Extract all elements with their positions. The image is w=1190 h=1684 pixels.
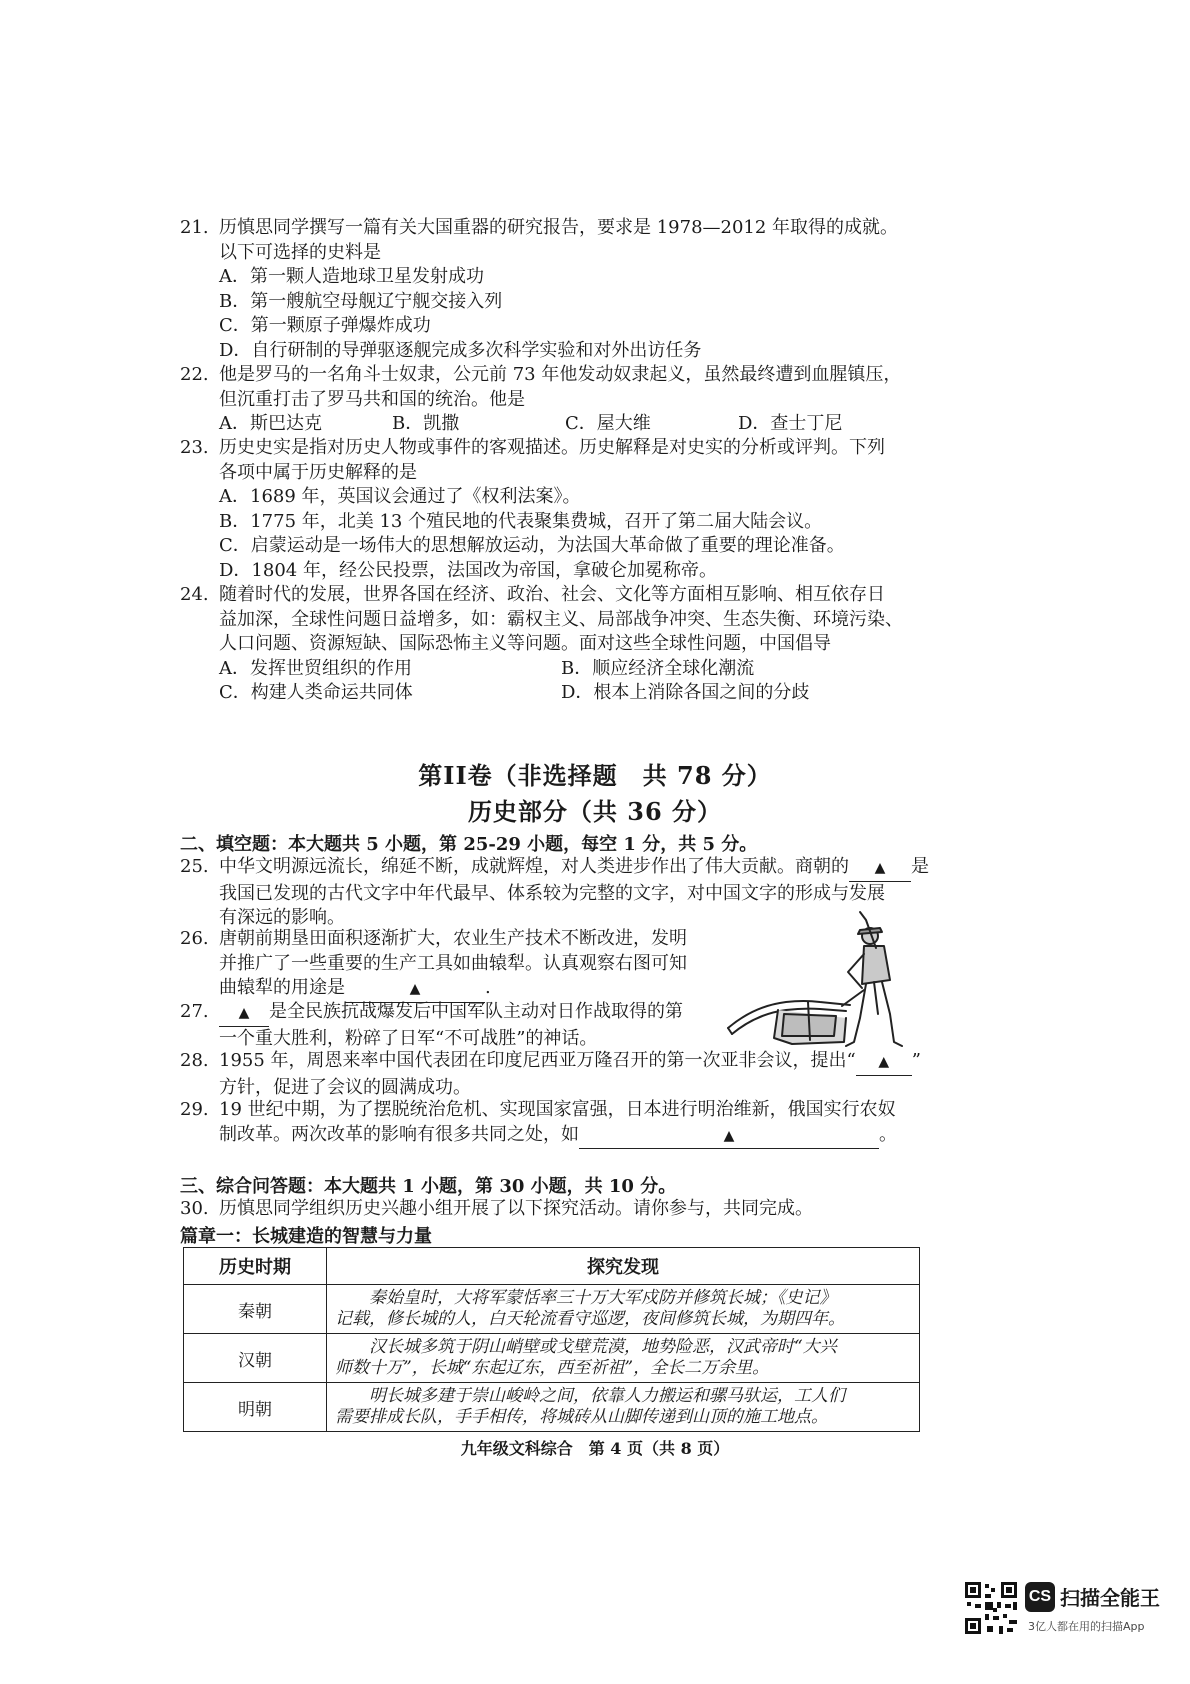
question-number: 29. (180, 1099, 209, 1120)
question-text: 是 (911, 856, 929, 877)
question-21 (180, 216, 940, 363)
question-text: 唐朝前期垦田面积逐渐扩大，农业生产技术不断改进，发明 (219, 928, 687, 949)
question-24 (180, 583, 940, 706)
question-30 (180, 1197, 940, 1222)
findings-line: 秦始皇时，大将军蒙恬率三十万大军戍防并修筑长城；《史记》 (369, 1288, 837, 1308)
question-stem: 历慎思同学撰写一篇有关大国重器的研究报告，要求是 1978—2012 年取得的成就。 (219, 217, 899, 238)
history-section-title: 历史部分（共 36 分） (467, 797, 723, 826)
option-d: D．根本上消除各国之间的分歧 (561, 682, 810, 703)
option-a: A．斯巴达克 (219, 413, 322, 434)
table-header-row (184, 1248, 920, 1285)
era-cell: 秦朝 (184, 1285, 327, 1334)
question-stem: 但沉重打击了罗马共和国的统治。他是 (219, 388, 525, 410)
question-stem: 历史史实是指对历史人物或事件的客观描述。历史解释是对史实的分析或评判。下列 (219, 437, 885, 458)
question-number: 22. (180, 364, 209, 385)
option-b: B．凯撒 (392, 413, 460, 434)
era-cell: 明朝 (184, 1383, 327, 1432)
option-c: C．启蒙运动是一场伟大的思想解放运动，为法国大革命做了重要的理论准备。 (219, 535, 845, 556)
answer-blank[interactable] (579, 1123, 879, 1150)
findings-cell (327, 1383, 920, 1432)
findings-line: 记载，修长城的人，白天轮流看守巡逻，夜间修筑长城，为期四年。 (335, 1309, 845, 1329)
blank-marker: ▲ (409, 981, 421, 997)
option-c: C．屋大维 (565, 413, 651, 434)
question-text: 19 世纪中期，为了摆脱统治危机、实现国家富强，日本进行明治维新，俄国实行农奴 (219, 1099, 896, 1120)
question-text: ” (911, 1050, 921, 1071)
chapter-1-title: 篇章一：长城建造的智慧与力量 (180, 1226, 432, 1247)
question-29 (180, 1098, 940, 1149)
question-text: 一个重大胜利，粉碎了日军“不可战胜”的神话。 (219, 1027, 598, 1049)
option-c: C．第一颗原子弹爆炸成功 (219, 315, 431, 336)
camscanner-logo-icon: CS (1025, 1582, 1055, 1612)
question-stem: 随着时代的发展，世界各国在经济、政治、社会、文化等方面相互影响、相互依存日 (219, 584, 885, 605)
question-number: 27. (180, 1001, 209, 1022)
question-stem: 他是罗马的一名角斗士奴隶，公元前 73 年他发动奴隶起义，虽然最终遭到血腥镇压， (219, 364, 902, 385)
option-a: A．1689 年，英国议会通过了《权利法案》。 (219, 486, 581, 507)
question-text: 方针，促进了会议的圆满成功。 (219, 1076, 471, 1098)
question-stem: 各项中属于历史解释的是 (219, 461, 417, 483)
section-3-heading: 三、综合问答题：本大题共 1 小题，第 30 小题，共 10 分。 (180, 1176, 677, 1197)
question-stem: 益加深，全球性问题日益增多，如：霸权主义、局部战争冲突、生态失衡、环境污染、 (219, 608, 903, 630)
curved-plow-illustration (724, 910, 924, 1055)
era-cell: 汉朝 (184, 1334, 327, 1383)
question-text: . (485, 977, 491, 998)
findings-line: 汉长城多筑于阴山峭壁或戈壁荒漠，地势险恶，汉武帝时“大兴 (369, 1337, 837, 1357)
header-findings: 探究发现 (327, 1248, 920, 1285)
blank-marker: ▲ (238, 1005, 250, 1021)
findings-cell (327, 1334, 920, 1383)
option-d: D．查士丁尼 (738, 413, 843, 434)
header-period: 历史时期 (184, 1248, 327, 1285)
question-text: 有深远的影响。 (219, 907, 345, 928)
findings-line: 师数十万”，长城“东起辽东，西至祈祖”，全长二万余里。 (335, 1358, 770, 1378)
question-number: 28. (180, 1050, 209, 1071)
answer-blank[interactable] (219, 1000, 269, 1027)
question-number: 21. (180, 217, 209, 238)
answer-blank[interactable] (345, 976, 485, 1003)
question-text: 曲辕犁的用途是 (219, 977, 345, 998)
question-number: 23. (180, 437, 209, 458)
option-b: B．顺应经济全球化潮流 (561, 657, 755, 679)
question-26 (180, 927, 720, 1003)
answer-blank[interactable] (856, 1049, 912, 1076)
option-b: B．第一艘航空母舰辽宁舰交接入列 (219, 290, 503, 312)
blank-marker: ▲ (723, 1127, 735, 1144)
question-stem: 人口问题、资源短缺、国际恐怖主义等问题。面对这些全球性问题，中国倡导 (219, 633, 831, 654)
question-text: 历慎思同学组织历史兴趣小组开展了以下探究活动。请你参与，共同完成。 (219, 1198, 813, 1219)
findings-cell (327, 1285, 920, 1334)
option-a: A．发挥世贸组织的作用 (219, 657, 412, 679)
question-text: 。 (879, 1123, 897, 1145)
question-22 (180, 363, 940, 437)
question-text: 中华文明源远流长，绵延不断，成就辉煌，对人类进步作出了伟大贡献。商朝的 (219, 856, 849, 877)
question-number: 26. (180, 928, 209, 949)
table-row (184, 1334, 920, 1383)
question-27 (180, 1000, 720, 1051)
question-28 (180, 1049, 940, 1100)
question-text: 并推广了一些重要的生产工具如曲辕犁。认真观察右图可知 (219, 952, 687, 974)
section-2-heading: 二、填空题：本大题共 5 小题，第 25-29 小题，每空 1 分，共 5 分。 (180, 834, 758, 855)
table-row (184, 1383, 920, 1432)
scanner-app-name: 扫描全能王 (1060, 1586, 1160, 1610)
option-c: C．构建人类命运共同体 (219, 682, 413, 703)
option-a: A．第一颗人造地球卫星发射成功 (219, 266, 484, 287)
question-stem: 以下可选择的史料是 (219, 241, 381, 263)
investigation-table (183, 1247, 920, 1432)
question-text: 制改革。两次改革的影响有很多共同之处，如 (219, 1123, 579, 1145)
question-number: 25. (180, 856, 209, 877)
question-text: 1955 年，周恩来率中国代表团在印度尼西亚万隆召开的第一次亚非会议，提出“ (219, 1050, 856, 1071)
page-footer: 九年级文科综合 第 4 页（共 8 页） (460, 1439, 730, 1458)
qr-code-icon (963, 1580, 1019, 1636)
option-d: D．自行研制的导弹驱逐舰完成多次科学实验和对外出访任务 (219, 339, 702, 361)
answer-blank[interactable] (849, 855, 911, 882)
question-number: 24. (180, 584, 209, 605)
question-number: 30. (180, 1198, 209, 1219)
findings-line: 需要排成长队，手手相传，将城砖从山脚传递到山顶的施工地点。 (335, 1407, 828, 1427)
question-23 (180, 436, 940, 583)
findings-line: 明长城多建于崇山峻岭之间，依靠人力搬运和骡马驮运，工人们 (369, 1386, 845, 1406)
part2-title: 第II卷（非选择题 共 78 分） (418, 761, 772, 790)
blank-marker: ▲ (878, 1054, 890, 1070)
blank-marker: ▲ (874, 860, 886, 876)
table-row (184, 1285, 920, 1334)
scanner-slogan: 3亿人都在用的扫描App (1028, 1620, 1145, 1633)
option-d: D．1804 年，经公民投票，法国改为帝国，拿破仑加冕称帝。 (219, 559, 717, 581)
question-text: 是全民族抗战爆发后中国军队主动对日作战取得的第 (269, 1001, 683, 1022)
option-b: B．1775 年，北美 13 个殖民地的代表聚集费城，召开了第二届大陆会议。 (219, 510, 823, 532)
question-text: 我国已发现的古代文字中年代最早、体系较为完整的文字，对中国文字的形成与发展 (219, 882, 885, 904)
